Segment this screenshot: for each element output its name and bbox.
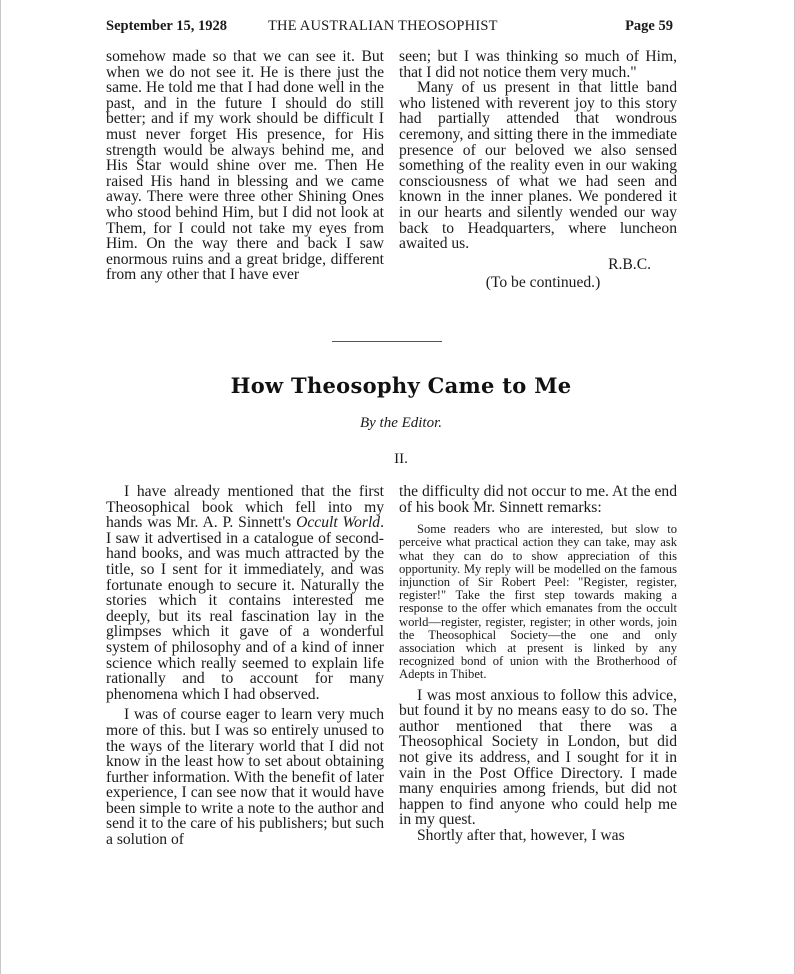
publication-title: THE AUSTRALIAN THEOSOPHIST [268, 18, 498, 34]
book-title: Occult World [296, 514, 381, 532]
body-paragraph: Many of us present in that little band who listened with reverent joy to this story had partially attended that wondrous ceremony, and sitting there in the immediate presence of our beloved we also sensed something of the reality even in our waking consciousness of what we had seen and known in the inner planes. We pondered it in our hearts and silently wended our way back to Headquarters, where luncheon awaited us. [399, 79, 677, 253]
issue-date: September 15, 1928 [106, 18, 227, 34]
text-run: . I saw it advertised in a catalogue of second-hand books, and was much attracted by the title, so I sent for it immediately, and was fortunate enough to secure it. Naturally the stories which it contains interested me deeply, but its real fascination lay in the glimpses which it gave of a wonderful system of philosophy and of a kind of inner science which really seemed to explain life rationally and to account for many phenomena which I had observed. [106, 514, 384, 703]
article-part-number: II. [394, 451, 408, 467]
block-quote: Some readers who are interested, but slow to perceive what practical action they can take, may ask what they can do to show appreciation of this opportunity. My reply will be modelled on the famous injunction of Sir Robert Peel: "Register, register, register!" Take the first step towards making a response to the offer which emanates from the occult world—register, register, register; in other words, join the Theosophical Society—the one and only association which at present is linked by any recognized bond of union with the Brotherhood of Adepts in Thibet. [399, 522, 677, 682]
previous-article-left-column [106, 49, 384, 283]
running-head [106, 18, 681, 38]
article-title: How Theosophy Came to Me [230, 373, 572, 398]
article-byline: By the Editor. [359, 415, 443, 431]
article-right-column [399, 484, 677, 844]
body-paragraph: somehow made so that we can see it. But when we do not see it. He is there just the same. He told me that I had done well in the past, and in the future I should do still better; and if my work should be difficult I must never forget His presence, for His strength would be always behind me, and His Star would shine over me. Then He raised His hand in blessing and we came away. There were three other Shining Ones who stood behind Him, but I did not look at Them, for I could not take my eyes from Him. On the way there and back I saw enormous ruins and a great bridge, different from any other that I have ever [106, 48, 384, 284]
body-paragraph: seen; but I was thinking so much of Him, that I did not notice them very much." [399, 48, 677, 81]
body-paragraph: I was most anxious to follow this advice, but found it by no means easy to do so. The author mentioned that there was a Theosophical Society in London, but did not give its address, and I sought for it in vain in the Post Office Directory. I made many enquiries among friends, but did not happen to find anyone who could help me in my quest. [399, 686, 677, 829]
body-paragraph [106, 484, 384, 702]
author-signature: R.B.C. [608, 255, 651, 273]
previous-article-right-column [399, 49, 677, 291]
page-number: Page 59 [625, 18, 673, 34]
body-paragraph: the difficulty did not occur to me. At the end of his book Mr. Sinnett remarks: [399, 483, 677, 516]
body-paragraph: Shortly after that, however, I was [417, 826, 625, 844]
section-divider [332, 341, 442, 342]
text-run: I have already mentioned that the first Theosophical book which fell into my hands was Mr. A. P. Sinnett's [106, 483, 384, 532]
body-paragraph: I was of course eager to learn very much more of this. but I was so entirely unused to the ways of the literary world that I did not know in the least how to set about obtaining further information. With the benefit of later experience, I can see now that it would have been simple to write a note to the author and send it to the care of his publishers; but such a solution of [106, 706, 384, 849]
continued-note: (To be continued.) [485, 274, 601, 292]
article-left-column [106, 484, 384, 848]
